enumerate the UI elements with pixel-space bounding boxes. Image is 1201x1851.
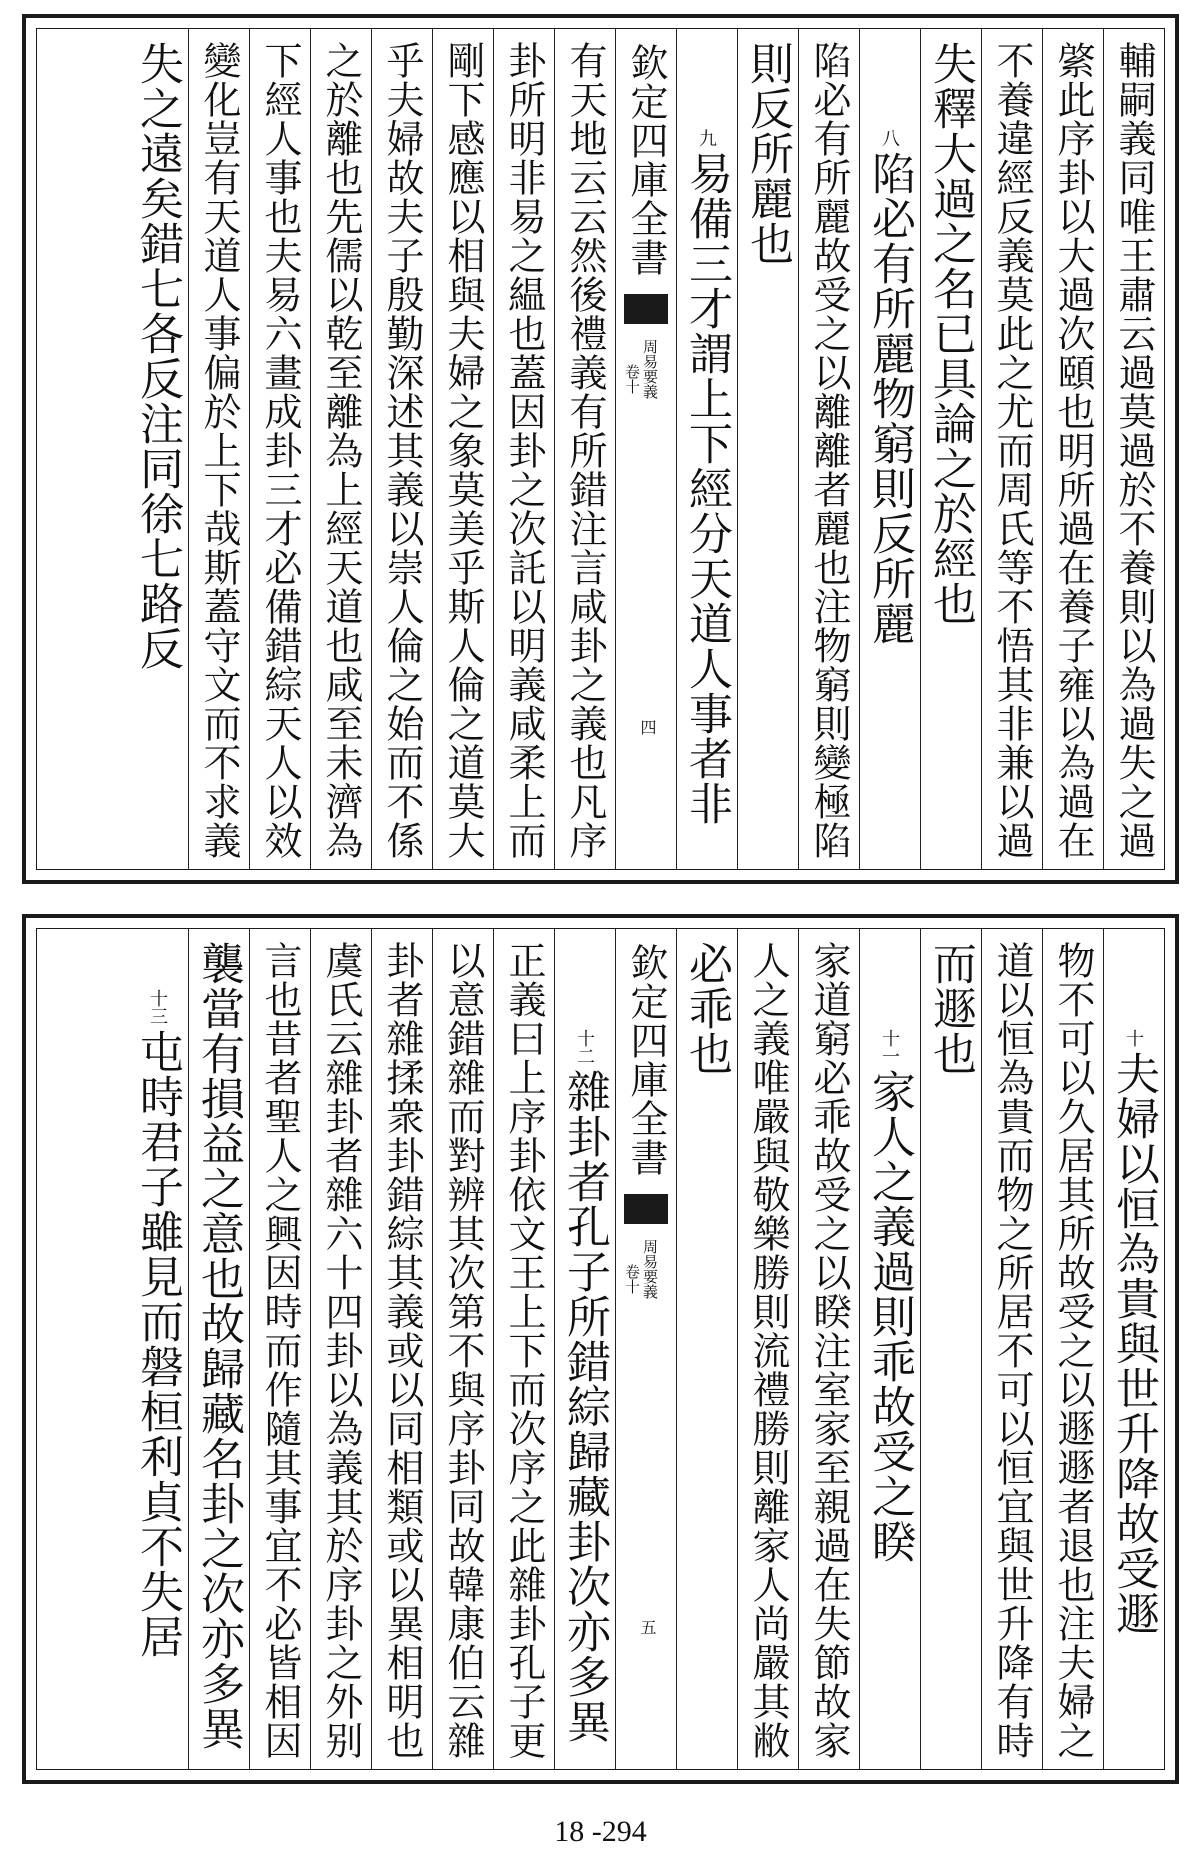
center-page-number: 四 — [638, 719, 657, 735]
column-text — [738, 41, 798, 266]
column-text — [311, 941, 371, 1760]
column-text — [860, 129, 920, 646]
center-title: 欽定四庫全書 — [624, 943, 668, 1177]
center-fold-column — [615, 929, 676, 1769]
column-body-text: 人之義唯嚴與敬樂勝則流禮勝則離家人尚嚴其敝 — [746, 941, 790, 1760]
column-text — [555, 41, 615, 860]
text-column — [188, 929, 249, 1769]
column-body-text: 夫婦以恒為貴與世升降故受遯 — [1108, 1051, 1159, 1636]
column-body-text: 家人之義過則乖故受之睽 — [864, 1069, 915, 1564]
text-column — [371, 29, 432, 869]
column-body-text: 必乖也 — [681, 941, 732, 1076]
column-text — [127, 41, 188, 671]
text-column — [1103, 929, 1164, 1769]
column-body-text: 失釋大過之名已具論之於經也 — [925, 41, 976, 626]
text-column — [371, 929, 432, 1769]
text-column — [1042, 929, 1103, 1769]
text-column — [798, 929, 859, 1769]
column-text — [677, 941, 737, 1076]
column-text — [921, 941, 981, 1076]
center-juan: 卷十 — [623, 364, 641, 394]
column-body-text: 輔嗣義同唯王肅云過莫過於不養則以為過失之過 — [1112, 41, 1156, 860]
text-column — [432, 929, 493, 1769]
column-text — [860, 1029, 920, 1564]
column-text — [799, 41, 859, 860]
column-body-text: 雜卦者孔子所錯綜歸藏卦次亦多異 — [559, 1069, 610, 1744]
column-text — [494, 941, 554, 1760]
section-number: 十 — [1123, 1029, 1144, 1047]
column-body-text: 不養違經反義莫此之尤而周氏等不悟其非兼以過 — [990, 41, 1034, 860]
column-body-text: 以意錯雜而對辨其次第不與序卦同故韓康伯云雜 — [441, 941, 485, 1760]
top-page-frame — [36, 28, 1165, 870]
column-body-text: 易備三才謂上下經分天道人事者非 — [681, 151, 732, 826]
column-body-text: 虞氏云雜卦者雜六十四卦以為義其於序卦之外别 — [319, 941, 363, 1760]
text-column — [493, 929, 554, 1769]
column-text — [982, 941, 1042, 1760]
bottom-page-frame — [36, 928, 1165, 1770]
text-column — [737, 929, 798, 1769]
text-column — [676, 29, 737, 869]
text-column — [920, 929, 981, 1769]
column-text — [372, 41, 432, 860]
text-column — [798, 29, 859, 869]
column-text — [982, 41, 1042, 860]
column-text — [433, 41, 493, 860]
page-footer-number: 18 -294 — [554, 1815, 647, 1848]
section-number: 九 — [696, 129, 717, 147]
center-fold-column — [615, 29, 676, 869]
column-body-text: 變化豈有天道人事偏於上下哉斯蓋守文而不求義 — [197, 41, 241, 860]
column-body-text: 正義曰上序卦依文王上下而次序之此雜卦孔子更 — [502, 941, 546, 1760]
column-body-text: 之於離也先儒以乾至離為上經天道也咸至未濟為 — [319, 41, 363, 860]
text-column — [859, 929, 920, 1769]
text-column — [493, 29, 554, 869]
column-text — [738, 941, 798, 1760]
column-text — [921, 41, 981, 626]
center-title: 欽定四庫全書 — [624, 43, 668, 277]
column-body-text: 道以恒為貴而物之所居不可以恒宜與世升降有時 — [990, 941, 1034, 1760]
text-column — [249, 929, 310, 1769]
text-column — [1103, 29, 1164, 869]
text-column — [920, 29, 981, 869]
text-column — [676, 929, 737, 1769]
top-page — [22, 14, 1179, 884]
column-text — [372, 941, 432, 1760]
text-column — [432, 29, 493, 869]
column-text — [1043, 941, 1103, 1760]
column-body-text: 乎夫婦故夫子殷勤深述其義以崇人倫之始而不係 — [380, 41, 424, 860]
text-column — [127, 929, 188, 1769]
column-body-text: 綮此序卦以大過次頤也明所過在養子雍以為過在 — [1051, 41, 1095, 860]
center-source-title: 周易要義 — [641, 339, 659, 399]
section-number: 十三 — [147, 989, 168, 1025]
column-body-text: 家道窮必乖故受之以睽注室家至親過在失節故家 — [807, 941, 851, 1760]
column-body-text: 陷必有所麗故受之以離離者麗也注物窮則變極陷 — [807, 41, 851, 860]
center-juan: 卷十 — [623, 1264, 641, 1294]
text-column — [310, 29, 371, 869]
column-text — [677, 129, 737, 826]
text-column — [1042, 29, 1103, 869]
text-column — [127, 29, 188, 869]
column-body-text: 而遯也 — [925, 941, 976, 1076]
column-body-text: 物不可以久居其所故受之以遯遯者退也注夫婦之 — [1051, 941, 1095, 1760]
section-number: 十一 — [879, 1029, 900, 1065]
column-text — [1104, 41, 1164, 860]
column-text — [799, 941, 859, 1760]
text-column — [249, 29, 310, 869]
column-body-text: 失之遠矣錯七各反注同徐七路反 — [132, 41, 183, 671]
text-column — [188, 29, 249, 869]
bottom-page-columns — [37, 929, 1164, 1769]
column-text — [1043, 41, 1103, 860]
center-source-title: 周易要義 — [641, 1239, 659, 1299]
bottom-page — [22, 914, 1179, 1784]
fishtail-mark — [624, 1194, 668, 1224]
column-body-text: 陷必有所麗物窮則反所麗 — [864, 151, 915, 646]
column-body-text: 卦者雜揉衆卦錯綜其義或以同相類或以異相明也 — [380, 941, 424, 1760]
top-page-columns — [37, 29, 1164, 869]
column-text — [311, 41, 371, 860]
column-text — [189, 941, 249, 1751]
column-body-text: 剛下感應以相與夫婦之象莫美乎斯人倫之道莫大 — [441, 41, 485, 860]
column-text — [494, 41, 554, 860]
column-body-text: 襲當有損益之意也故歸藏名卦之次亦多異 — [193, 941, 244, 1751]
section-number: 十二 — [574, 1029, 595, 1065]
column-text — [250, 941, 310, 1760]
column-body-text: 下經人事也夫易六畫成卦三才必備錯綜天人以效 — [258, 41, 302, 860]
column-body-text: 卦所明非易之緼也蓋因卦之次託以明義咸柔上而 — [502, 41, 546, 860]
column-text — [250, 41, 310, 860]
column-text — [555, 1029, 615, 1744]
text-column — [737, 29, 798, 869]
text-column — [554, 29, 615, 869]
section-number: 八 — [879, 129, 900, 147]
column-body-text: 屯時君子雖見而磐桓利貞不失居 — [132, 1029, 183, 1659]
text-column — [310, 929, 371, 1769]
column-text — [1104, 1029, 1164, 1636]
column-text — [433, 941, 493, 1760]
center-page-number: 五 — [638, 1619, 657, 1635]
column-text — [189, 41, 249, 860]
column-body-text: 有天地云云然後禮義有所錯注言咸卦之義也凡序 — [563, 41, 607, 860]
column-text — [127, 989, 188, 1659]
text-column — [554, 929, 615, 1769]
text-column — [981, 29, 1042, 869]
column-body-text: 則反所麗也 — [742, 41, 793, 266]
text-column — [981, 929, 1042, 1769]
text-column — [859, 29, 920, 869]
fishtail-mark — [624, 294, 668, 324]
column-body-text: 言也昔者聖人之興因時而作隨其事宜不必皆相因 — [258, 941, 302, 1760]
